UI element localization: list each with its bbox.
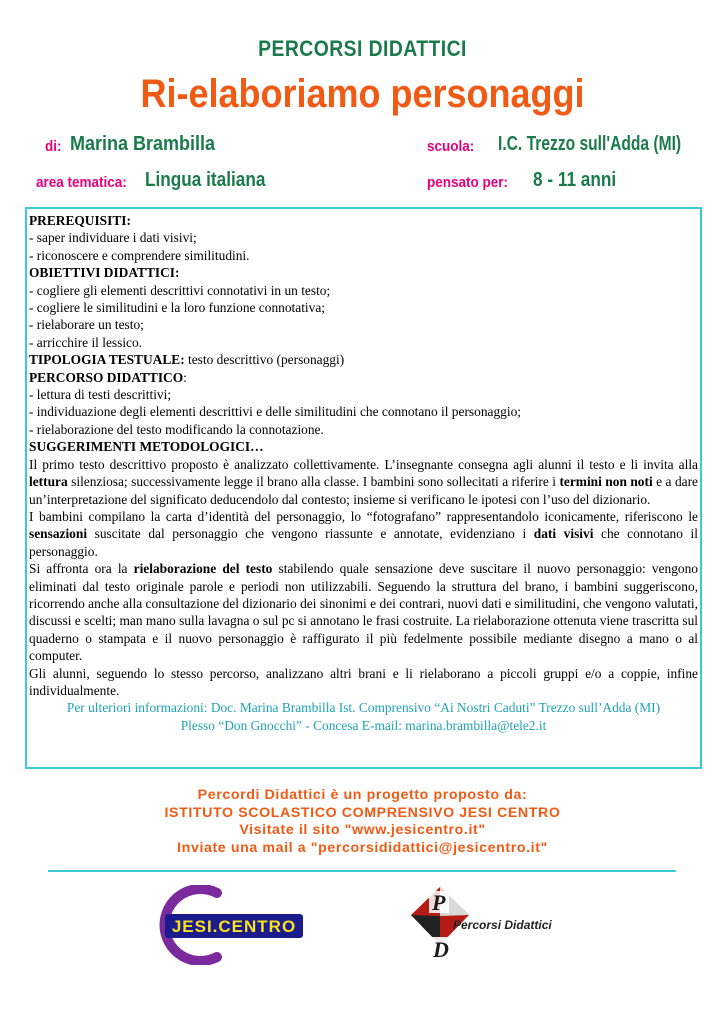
school-label: scuola: <box>427 138 475 155</box>
age-label: pensato per: <box>427 174 509 191</box>
bold-run: termini non noti <box>559 474 653 490</box>
author-name: Marina Brambilla <box>70 133 216 155</box>
footer-line: Visitate il sito "www.jesicentro.it" <box>239 822 486 838</box>
paragraph-1 <box>29 456 698 508</box>
percorso-colon: : <box>183 369 187 385</box>
text-run: Il primo testo descrittivo proposto è analizzato collettivamente. L’insegnante consegna agli alunni il testo e li invita alla <box>29 456 698 472</box>
page-title: Ri-elaboriamo personaggi <box>140 72 585 116</box>
series-title: PERCORSI DIDATTICI <box>258 36 467 61</box>
bold-run: rielaborazione del testo <box>133 561 273 577</box>
area-value: Lingua italiana <box>145 169 266 191</box>
percorso-item: - individuazione degli elementi descrittivi e delle similitudini che connotano il personaggio; <box>29 404 521 420</box>
text-run: I bambini compilano la carta d’identità del personaggio, lo “fotografano” rappresentandolo iconicamente, riferiscono le <box>29 508 698 524</box>
text-run: che connotano il personaggio. <box>29 526 698 559</box>
footer-line: Percordi Didattici è un progetto proposto da: <box>197 787 528 803</box>
footer <box>0 787 725 857</box>
prereq-heading: PREREQUISITI: <box>29 213 131 228</box>
tipologia-value: testo descrittivo (personaggi) <box>184 352 345 368</box>
footer-line: ISTITUTO SCOLASTICO COMPRENSIVO JESI CENTRO <box>164 804 561 821</box>
obiettivi-item: - cogliere gli elementi descrittivi connotativi in un testo; <box>29 282 331 298</box>
divider <box>48 870 676 872</box>
percorso-item: - lettura di testi descrittivi; <box>29 387 172 403</box>
content-box <box>25 207 702 769</box>
logo-letter-p: P <box>432 890 446 915</box>
tipologia-heading: TIPOLOGIA TESTUALE: <box>29 352 185 368</box>
prereq-item: - riconoscere e comprendere similitudini. <box>29 247 250 263</box>
paragraph-3 <box>29 560 698 664</box>
jesi-centro-text: JESI.CENTRO <box>171 917 297 936</box>
text-run: stabilendo quale sensazione deve suscitare il nuovo personaggio: vengono eliminati dal testo originale parole e periodi non utilizzabili. Seguendo la struttura del brano, i bambini suggeriscono, ricorrendo anche alla consultazione del dizionario dei sinonimi e dei contrari, nuovi dati e similitudini, che vengono valutati, discussi e scelti; man mano sulla lavagna o sul pc si annotano le frasi costruite. La rielaborazione ottenuta viene trascritta sul quaderno o stampata e il nuovo personaggio è raffigurato il più fedelmente possibile mediante disegno a mano o al computer. <box>29 561 698 664</box>
text-run: e a dare un’interpretazione del significato deducendolo dal contesto; insieme si verificano le ipotesi con l’uso del dizionario. <box>29 474 698 507</box>
author-label: di: <box>45 138 62 155</box>
area-label: area tematica: <box>36 174 127 191</box>
suggerimenti-heading: SUGGERIMENTI METODOLOGICI… <box>29 439 264 455</box>
percorsi-didattici-logo <box>405 885 605 965</box>
text-run: silenziosa; successivamente legge il brano alla classe. I bambini sono sollecitati a riferire i <box>67 474 560 490</box>
logo-letter-d: D <box>433 937 449 962</box>
footer-line: Inviate una mail a "percorsididattici@jesicentro.it" <box>177 839 548 856</box>
paragraph-4: Gli alunni, seguendo lo stesso percorso, analizzano altri brani e li rielaborano a piccoli gruppi e/o a coppie, infine individualmente. <box>29 665 698 698</box>
logo-text: Percorsi Didattici <box>453 918 552 932</box>
obiettivi-item: - arricchire il lessico. <box>29 334 143 350</box>
prereq-item: - saper individuare i dati visivi; <box>29 230 197 246</box>
age-value: 8 - 11 anni <box>533 169 617 191</box>
percorso-heading: PERCORSO DIDATTICO <box>29 369 184 385</box>
school-name: I.C. Trezzo sull'Adda (MI) <box>498 133 682 155</box>
text-run: Si affronta ora la <box>29 561 134 577</box>
bold-run: dati visivi <box>533 526 594 542</box>
percorso-item: - rielaborazione del testo modificando la connotazione. <box>29 421 324 437</box>
bold-run: sensazioni <box>29 526 88 542</box>
bold-run: lettura <box>29 474 68 490</box>
text-run: suscitate dal personaggio che vengono riassunte e annotate, evidenziano i <box>87 526 534 542</box>
obiettivi-item: - rielaborare un testo; <box>29 317 144 333</box>
info-line-1: Per ulteriori informazioni: Doc. Marina Brambilla Ist. Comprensivo “Ai Nostri Caduti” Trezzo sull’Adda (MI) <box>66 700 661 716</box>
tipologia-line <box>29 351 698 368</box>
obiettivi-heading: OBIETTIVI DIDATTICI: <box>29 265 180 281</box>
percorso-line <box>29 369 698 386</box>
obiettivi-item: - cogliere le similitudini e la loro funzione connotativa; <box>29 300 325 316</box>
paragraph-2 <box>29 508 698 560</box>
info-line-2: Plesso “Don Gnocchi” - Concesa E-mail: marina.brambilla@tele2.it <box>180 718 547 734</box>
jesi-centro-logo <box>145 885 305 965</box>
